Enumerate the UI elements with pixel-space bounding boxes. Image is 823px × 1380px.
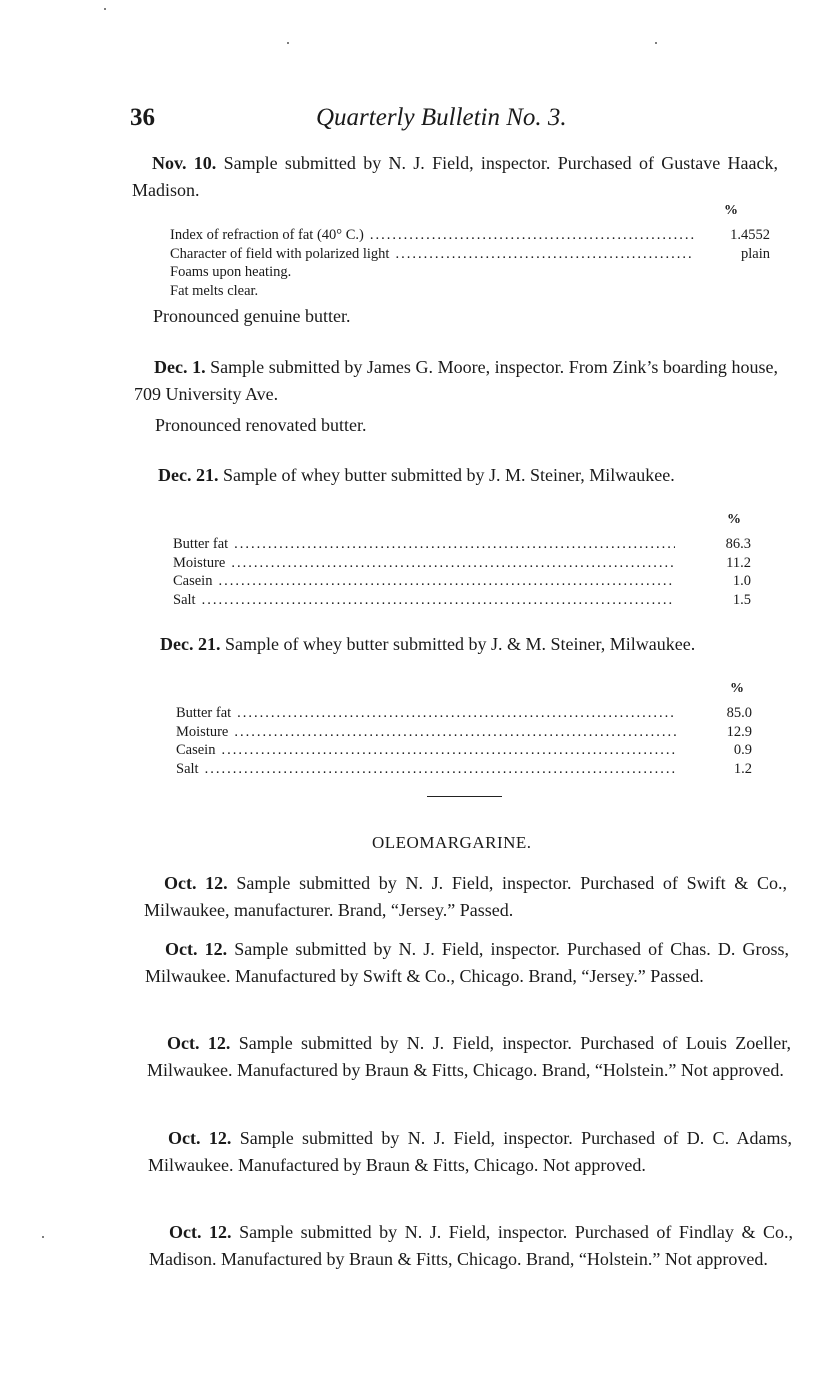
- scan-speck: [287, 42, 289, 44]
- row-value: 1.5: [732, 591, 751, 608]
- entry-verdict: Pronounced genuine butter.: [153, 306, 351, 326]
- oleo-entry-paragraph: [145, 936, 789, 990]
- leader-dots: [218, 572, 675, 591]
- entry-text: Sample submitted by N. J. Field, inspector. Purchased of Swift & Co., Milwaukee, manufacturer. Brand, “Jersey.” Passed.: [144, 873, 788, 920]
- row-label: Butter fat: [173, 536, 229, 552]
- oleo-entry-paragraph: [148, 1125, 792, 1179]
- row-label: Butter fat: [176, 705, 232, 721]
- table-row: [170, 263, 770, 282]
- entry-date: Oct. 12.: [169, 1222, 232, 1242]
- table-row: [176, 741, 752, 760]
- leader-dots: [370, 226, 694, 245]
- row-value: 1.2: [733, 760, 752, 777]
- page-header: [130, 104, 610, 140]
- table-row: [170, 282, 770, 301]
- row-value: 86.3: [725, 536, 751, 552]
- entry-paragraph: [140, 631, 782, 658]
- leader-dots: [221, 741, 676, 760]
- scan-speck: [655, 42, 657, 44]
- entry-date: Oct. 12.: [167, 1033, 231, 1053]
- entry-paragraph: [132, 150, 778, 204]
- row-label: Salt: [176, 760, 199, 777]
- entry-date: Nov. 10.: [152, 153, 217, 173]
- scan-speck: [42, 1236, 44, 1238]
- row-label: Casein: [176, 742, 216, 758]
- row-value: 1.0: [732, 573, 751, 589]
- entry-date: Dec. 21.: [158, 465, 219, 485]
- table-row: [170, 226, 770, 245]
- row-label: Character of field with polarized light: [170, 245, 390, 262]
- scan-speck: [104, 8, 106, 10]
- entry-date: Oct. 12.: [164, 873, 228, 893]
- row-label: Casein: [173, 573, 213, 589]
- entry-verdict: Pronounced renovated butter.: [155, 415, 367, 435]
- table-row: [173, 591, 751, 610]
- row-value: 85.0: [726, 705, 752, 721]
- section-rule: [427, 796, 502, 797]
- row-value: 11.2: [726, 554, 751, 571]
- entry-date: Dec. 1.: [154, 357, 206, 377]
- entry-text: Sample of whey butter submitted by J. M. Steiner, Milwaukee.: [222, 465, 675, 485]
- percent-unit: %: [727, 512, 741, 527]
- entry-text: Sample submitted by N. J. Field, inspector. Purchased of Chas. D. Gross, Milwaukee. Manufactured by Swift & Co., Chicago. Brand, “Jersey.” Passed.: [145, 939, 789, 986]
- entry-text: Sample submitted by N. J. Field, inspector. Purchased of Findlay & Co., Madison. Manufactured by Braun & Fitts, Chicago. Brand, “Holstein.” Not approved.: [149, 1222, 794, 1269]
- table-row: [173, 554, 751, 573]
- row-value: 0.9: [733, 742, 752, 758]
- analysis-table: [173, 535, 751, 609]
- row-label: Moisture: [173, 554, 226, 571]
- analysis-table: [176, 704, 752, 778]
- row-label: Salt: [173, 591, 196, 608]
- section-title: OLEOMARGARINE.: [372, 833, 532, 852]
- row-label: Index of refraction of fat (40° C.): [170, 227, 364, 243]
- page-number: 36: [130, 104, 155, 131]
- row-label: Moisture: [176, 723, 229, 740]
- table-row: [170, 245, 770, 264]
- leader-dots: [395, 245, 694, 264]
- entry-text: Sample of whey butter submitted by J. & M. Steiner, Milwaukee.: [224, 634, 696, 654]
- leader-dots: [234, 535, 675, 554]
- table-row: [176, 704, 752, 723]
- table-row: [176, 723, 752, 742]
- row-value: 12.9: [726, 723, 752, 740]
- leader-dots: [237, 704, 676, 723]
- entry-text: Sample submitted by N. J. Field, inspector. Purchased of Louis Zoeller, Milwaukee. Manufactured by Braun & Fitts, Chicago. Brand, “Holstein.” Not approved.: [147, 1033, 791, 1080]
- percent-unit: %: [724, 203, 738, 218]
- row-label: Foams upon heating.: [170, 264, 292, 280]
- row-value: plain: [741, 245, 770, 262]
- leader-dots: [234, 723, 676, 742]
- analysis-table: [170, 226, 770, 300]
- percent-unit: %: [730, 681, 744, 696]
- leader-dots: [205, 760, 676, 779]
- running-title: Quarterly Bulletin No. 3.: [316, 104, 567, 131]
- entry-date: Oct. 12.: [165, 939, 228, 959]
- table-row: [173, 572, 751, 591]
- leader-dots: [231, 554, 675, 573]
- leader-dots: [202, 591, 675, 610]
- oleo-entry-paragraph: [149, 1219, 793, 1273]
- entry-text: Sample submitted by James G. Moore, inspector. From Zink’s boarding house, 709 University Ave.: [134, 357, 778, 404]
- entry-date: Dec. 21.: [160, 634, 221, 654]
- entry-date: Oct. 12.: [168, 1128, 232, 1148]
- table-row: [176, 760, 752, 779]
- row-label: Fat melts clear.: [170, 282, 259, 299]
- entry-text: Sample submitted by N. J. Field, inspector. Purchased of D. C. Adams, Milwaukee. Manufactured by Braun & Fitts, Chicago. Not approved.: [148, 1128, 793, 1175]
- entry-text: Sample submitted by N. J. Field, inspector. Purchased of Gustave Haack, Madison.: [132, 153, 779, 200]
- oleo-entry-paragraph: [147, 1030, 791, 1084]
- table-row: [173, 535, 751, 554]
- row-value: 1.4552: [730, 227, 770, 243]
- entry-paragraph: [134, 354, 778, 408]
- oleo-entry-paragraph: [144, 870, 787, 924]
- entry-paragraph: [138, 462, 780, 489]
